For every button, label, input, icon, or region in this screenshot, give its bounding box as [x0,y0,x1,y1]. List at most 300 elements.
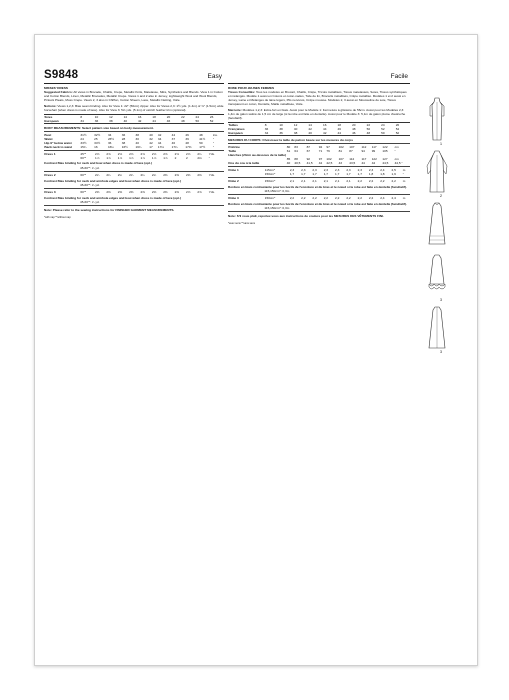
table-cell: 115cm* [264,168,276,173]
table-cell: 2⅜ [117,190,123,195]
table-cell: 25 [94,136,98,141]
table-cell: 2,5 [391,168,396,173]
table-cell: 67 [306,149,311,154]
table-row [228,131,410,136]
table-cell: 34 [157,136,162,141]
table-cell: 1⅞ [163,155,168,160]
row-label: Robe 3 [228,196,239,201]
table-cell: 32 [149,136,153,141]
table-cell: Hip 9" below waist [44,140,72,145]
table-cell: 1,7 [357,172,362,177]
notions: Notions: Views 1,2,3: Bias seam binding. Also for View 1: 22" (56cm) zipper. Also for Views 2,3: 1½ yds. (1.4m) of ⅝" (1.5cm) wide horsehair (when dress is made of lace). Also for View 3: 5⅛ yds. (5.1m) of ostrich feather trim (optional). [44,103,224,113]
table-cell: 2⅝ [174,151,179,156]
table-cell: 44 [157,140,162,145]
difficulty-level: Easy [207,73,222,80]
table-cell: 42 [157,132,162,137]
table-cell: 46 [185,132,189,137]
table-row [228,179,410,183]
row-label [44,156,80,160]
table-cell: 2,4 [380,196,385,201]
table-cell: Back neck to waist [44,144,73,149]
table-cell: 2¼ [140,173,145,178]
table-cell: 48 [199,132,203,137]
table-cell: Yds. [208,173,215,178]
table-cell: 71 [318,149,323,154]
table-cell: 38 [109,118,113,123]
table-cell: 2,3 [357,168,362,173]
table-cell: 34 [80,118,84,123]
table-cell: 44,5 [382,161,389,166]
table-cell: 52 [395,130,400,135]
table-cell: 36 [107,140,112,145]
dress-view2-icon [426,148,448,194]
table-cell: 17⅜ [185,144,192,149]
table-cell: 22 [181,114,185,119]
suggested-fabrics-fr: Tissus Conseillés: Tous les modèles en Brocart, Challis, Crêpe, Tricots métallisés, Tissus matelassés, Soies, Tissus synthétiques et mélangés. Modèle 1 aussi en Cotons et coton-nades, Toile de lin, Brocarts métallisés, Crêpe métallisé. Modèles 1 et 2 aussi en Jersey, Laine et Mélanges de laine légers, Plis nervurés, Crêpe mousse. Modèles 2, 3 aussi en Mousseline de soie, Tissus transparent en coton, Dentelle, Maille métallisée, Voile. [228,90,407,107]
table-cell: 38 [279,126,283,131]
table-cell: 45"* [80,151,87,156]
table-cell: 2⅜ [185,173,191,178]
table-cell: 32½ [94,132,101,137]
table-cell: 50 [195,118,199,123]
table-cell: 52 [381,126,385,131]
table-cell: Taille [228,149,237,154]
table-cell: 18 [152,114,156,119]
contrast3-yardage-fr: 115,150cm*: 0,3m [264,206,290,211]
table-cell: 1⅞ [140,155,145,160]
table-cell: 2,1 [323,179,329,184]
table-cell: m [402,179,406,184]
table-cell: 1,7 [312,172,317,177]
row-label: Dress 1 [44,151,56,156]
table-cell: Yds. [208,151,215,156]
table-cell: 2⅝ [140,151,145,156]
table-row [228,161,410,165]
table-cell: 2⅜ [174,190,179,195]
table-cell: 40 [293,126,298,131]
sketch-view-3a [420,200,454,252]
dress1-yardage [44,152,224,160]
table-cell: 22 [366,122,371,127]
contrast3-label: Contrast Bias binding for neck and armhole edges and bow when dress is made of lace (opt.) [44,195,182,200]
table-cell: 1⅞ [129,155,134,160]
table-cell: 94 [361,149,365,154]
table-cell: 2,3 [335,168,340,173]
sketch-label: 3 [440,350,442,354]
sketch-view-1 [420,96,454,148]
robe3-yardage [228,196,410,200]
table-cell: 1,7 [335,172,340,177]
contrast2-label: Contrast Bias binding for neck and armhole edges and bow when dress is made of lace (opt.) [44,178,182,183]
table-cell: 2¼ [106,173,111,178]
table-cell: 44,5 " [394,161,403,166]
dress-view1-icon [426,96,448,142]
table-cell: 48 [352,126,356,131]
table-cell: 102 [338,145,344,150]
table-cell: 46 [166,118,171,123]
table-cell: 2,1 [312,179,317,184]
table-cell: " [212,144,215,149]
table-cell: 38 [135,132,139,137]
table-cell: 83 [294,145,298,150]
dress-view3-back-icon [426,304,448,350]
table-cell: Françaises [228,126,245,131]
table-cell: 2¼ [117,173,123,178]
table-cell: 36 [94,118,99,123]
table-cell: m [402,168,406,173]
table-cell: 16½ [121,144,128,149]
table-cell: 1,8 [368,172,374,177]
table-cell: 18 [337,122,341,127]
table-cell: 97 [326,145,330,150]
table-cell: 44 [371,161,376,166]
table-cell: 2⅜ [197,173,202,178]
header-english [44,65,224,84]
table-cell: 16¼ [107,144,114,149]
table-cell: cm [394,145,399,150]
table-cell: 2¼ [94,173,100,178]
table-cell: 2⅜ [129,190,134,195]
table-cell: 2,3 [346,168,351,173]
table-row [44,119,224,124]
table-cell: 64 [294,149,298,154]
table-cell: 38 [293,130,298,135]
table-cell: 26 [395,122,400,127]
table-cell: 17 [149,144,153,149]
table-cell: Tailles [228,122,238,127]
contrast2-yardage-fr: 115,150cm*: 0,3m [264,189,290,194]
table-cell: 2⅝ [185,190,191,195]
body-measurements-heading: BODY MEASUREMENTS: Select pattern size based on body measurement. [44,125,154,130]
header-french [228,65,410,84]
table-cell: 36 [121,132,126,137]
table-cell: 40 [135,140,139,145]
table-cell: 46 [171,140,176,145]
table-cell: " [402,172,404,177]
table-cell: 2⅜ [140,190,145,195]
finished-measurements-note: Note: Please refer to the sewing instructions for FINISHED GARMENT MEASUREMENTS. [44,208,175,213]
table-cell: 44 [361,161,365,166]
table-cell: Yds. [208,190,215,195]
table-cell: 2,2 [312,196,317,201]
table-cell: 40 [308,130,312,135]
table-cell: 2,2 [335,196,340,201]
table-cell: 34 [264,130,269,135]
table-cell: 14 [308,122,312,127]
table-cell: 30 [135,136,139,141]
table-cell: 24 [195,114,199,119]
table-cell: 122 [382,145,388,150]
table-cell: 52 [209,118,214,123]
table-cell: 10 [94,114,99,119]
table-cell: 61 [286,149,291,154]
table-cell: 107 [338,157,344,162]
table-cell: 2,2 [323,196,329,201]
table-cell: 41,5 [306,161,313,166]
size-table-fr [228,122,410,136]
table-cell: 37 [171,136,176,141]
table-cell: 87 [306,145,311,150]
table-cell: 150cm* [264,196,276,201]
table-cell: 42,5 [326,161,333,166]
table-cell: 2⅝ [163,151,168,156]
table-cell: 2⅜ [163,173,168,178]
table-cell: 20 [166,114,171,119]
table-cell: 2,3 [289,168,295,173]
table-cell: 46 [337,126,341,131]
table-cell: 8 [264,122,267,127]
contrast2-yardage: 45-60"*: ¼ yd. [80,183,100,188]
table-cell: 15¾ [80,144,87,149]
table-cell: 150cm* [264,172,276,177]
table-cell: cm [394,157,399,162]
row-label: Robe 1 [228,168,239,173]
table-cell: 2¼ [129,173,134,178]
table-row [44,156,224,160]
table-cell: 1⅞ [106,155,111,160]
nap-footnote: *with nap **without nap [44,215,71,219]
table-cell: 102 [326,157,332,162]
table-cell: 2,4 [391,196,396,201]
table-cell: 14 [123,114,128,119]
row-label: Robe 2 [228,179,239,184]
difficulty-level-fr: Facile [390,73,408,80]
table-row [228,196,410,200]
dress-view3-feather-icon [426,252,448,298]
table-cell: 48 [185,140,189,145]
table-cell: 127 [382,157,388,162]
table-cell: 92 [318,145,323,150]
table-cell: Sizes [44,114,53,119]
table-cell: 2⅝ [94,151,100,156]
table-cell: 2⅝ [185,151,191,156]
robe1-yardage [228,168,410,176]
nap-footnote-fr: *avec sens **sans sens [228,221,256,225]
table-cell: 2⅜ [163,190,168,195]
table-cell: Poitrine [228,145,240,150]
body-measurements-heading-fr: MESURES DU CORPS: Choisissez la taille du patron basée sur les mesures du corps [228,137,354,142]
table-cell: 2,3 [368,168,374,173]
table-cell: 42 [137,118,142,123]
table-cell: 1,8 [380,172,385,177]
body-measurements-table [44,133,224,149]
table-cell: 42 [149,140,153,145]
table-cell: 2,1 [289,179,295,184]
table-cell: 38 [121,140,126,145]
table-cell: 2,2 [289,196,295,201]
table-cell: m [402,196,406,201]
table-cell: 107 [349,145,355,150]
table-cell: 48 [366,130,371,135]
table-cell: 42 [318,161,323,166]
table-cell: 36 [264,126,269,131]
table-cell: 8 [80,114,83,119]
table-cell: 16¾ [135,144,142,149]
table-cell: 2,2 [368,179,374,184]
table-cell: 24 [80,136,84,141]
table-cell: 42 [322,130,327,135]
table-cell: 1⅞ [151,155,157,160]
table-cell: 33½ [80,140,87,145]
contrast1-label: Contrast Bias binding for neck and bow when dress is made of lace (opt.) [44,161,152,166]
finished-measurements-note-fr: Note: S'il vous plaît, reportez-vous aux instructions de couture pour les MESURES DES VÊTEMENTS FINI. [228,214,384,219]
table-cell: 2,1 [301,179,306,184]
table-cell: 12 [293,122,298,127]
table-cell: 122 [371,157,377,162]
table-cell: 24 [381,122,385,127]
french-column [228,86,410,226]
table-cell: 34 [107,132,112,137]
table-cell: 85 [286,157,291,162]
table-cell: 16 [94,144,98,149]
table-cell: 2,1 [335,179,340,184]
table-cell: Bust [44,132,52,137]
table-cell: 2,2 [357,196,362,201]
table-cell: 1,7 [323,172,329,177]
table-cell: 117 [371,145,377,150]
row-label: Dress 3 [44,190,56,195]
row-label: Dress 2 [44,173,56,178]
table-cell: 44 [337,130,341,135]
table-cell: " [208,155,210,160]
table-cell: 40 [123,118,128,123]
table-cell: 2,2 [346,196,351,201]
table-cell: 17½ [199,144,206,149]
table-cell: 1,7 [346,172,351,177]
table-cell: 2¼ [151,173,157,178]
sketch-view-3b [420,252,454,304]
table-cell: " [212,140,215,145]
table-cell: 2,3 [323,168,329,173]
table-cell: 2,2 [368,196,374,201]
table-cell: 88 [294,157,298,162]
table-cell: 31½ [80,132,87,137]
table-cell: 2,3 [312,168,317,173]
pattern-number: S9848 [44,69,79,81]
contrast3-label-fr: Bordure en biais contrastante pour les bords de l'encolure et du bras et le nœud si la robe est faite en dentelle (facultatif). [228,201,407,206]
table-cell: Dos du cou à la taille [228,161,260,166]
table-cell: Européen [228,130,243,135]
table-cell: 2¾ [197,151,202,156]
table-cell: 43 [338,161,343,166]
garment-title: MISSES' DRESS [44,86,68,90]
dress-view3-icon [426,200,448,246]
table-cell: 81 [338,149,343,154]
table-cell: 2,2 [391,179,396,184]
table-cell: 39 [185,136,189,141]
size-table [44,114,224,124]
table-cell: 36 [279,130,283,135]
table-cell: 50 [366,126,371,131]
table-cell: 26 [209,114,214,119]
notions-fr: Mercerie: Modèles 1,2,3: Extra-fort en biais. Aussi pour le Modèle 1: Fermeture à glissière de 56cm. Aussi pour les Modèles 2,3: 1,4m de galon satiné de 1,5 cm de large (si la robe est faite en dentelle). Aussi pour le Modèle 3: 5,1m de galon plume d'autruche (facultatif). [228,108,406,121]
table-cell: 1,7 [289,172,295,177]
table-cell: 44 [322,126,327,131]
table-cell: 42 [308,126,312,131]
table-cell: 2,2 [301,196,306,201]
sketch-label: 1 [440,142,442,146]
table-cell: 17¼ [171,144,178,149]
table-cell: 1,7 [301,172,306,177]
garment-sketches [420,96,454,356]
table-cell: 2⅝ [197,190,202,195]
table-cell: 1⅞ [117,155,123,160]
table-cell: 60"* [80,155,87,160]
sketch-label: 3 [440,298,442,302]
table-cell: 2⅜ [94,190,100,195]
table-cell: 41½ [199,136,206,141]
table-cell: 2,1 [346,179,351,184]
table-cell: 34½ [94,140,101,145]
table-cell: European [44,118,59,123]
sketch-view-2 [420,148,454,200]
table-row [228,172,410,176]
english-column [44,86,224,220]
table-cell: 20 [352,122,356,127]
robe2-yardage [228,179,410,183]
table-cell: 112 [361,145,367,150]
table-row [44,190,224,194]
table-cell: 43,5 [349,161,356,166]
table-cell: 40 [286,161,291,166]
table-cell: 16 [137,114,142,119]
table-cell: 40,5 [294,161,301,166]
table-cell: 17⅛ [157,144,164,149]
table-cell: 2 [174,155,177,160]
table-row [44,145,224,149]
table-cell: 2,4 [380,168,385,173]
table-cell: 97 [318,157,323,162]
table-cell: 50 [199,140,203,145]
table-cell: 2 [185,155,188,160]
table-row [44,173,224,177]
table-cell: 50 [381,130,385,135]
table-cell: 117 [361,157,367,162]
table-cell: 28 [121,136,126,141]
table-cell: 76 [326,149,330,154]
table-cell: 60"* [80,173,87,178]
table-cell: 48 [181,118,185,123]
table-cell: Waist [44,136,53,141]
contrast3-yardage: 45-60"*: ¼ yd. [80,200,100,205]
sketch-label: 2 [440,194,442,198]
table-cell: 105 [382,149,388,154]
table-cell: 1⅞ [94,155,100,160]
table-cell: 40 [149,132,153,137]
table-cell: 2,3 [301,168,306,173]
table-cell: 1,9 [391,172,396,177]
table-cell: 54 [395,126,400,131]
table-cell: 112 [349,157,355,162]
body-measurements-table-fr [228,145,410,165]
table-cell: 2⅜ [106,190,111,195]
table-cell: 2,2 [357,179,362,184]
dress2-yardage [44,173,224,177]
contrast1-yardage: 45-60"*: ¼ yd. [80,165,100,170]
table-cell: 60"* [80,190,87,195]
sketch-view-3c [420,304,454,356]
table-cell: 2⅛ [197,155,202,160]
table-cell: 92 [306,157,311,162]
table-cell: 87 [349,149,353,154]
table-cell: 150cm* [264,179,276,184]
table-cell: 10 [279,122,283,127]
row-label [228,172,264,176]
table-cell: 2⅝ [117,151,123,156]
table-cell: 46 [352,130,356,135]
table-cell: 44 [171,132,176,137]
contrast2-label-fr: Bordure en biais contrastante pour les bords de l'encolure et du bras et le nœud si la robe est faite en dentelle (facultatif). [228,184,407,189]
